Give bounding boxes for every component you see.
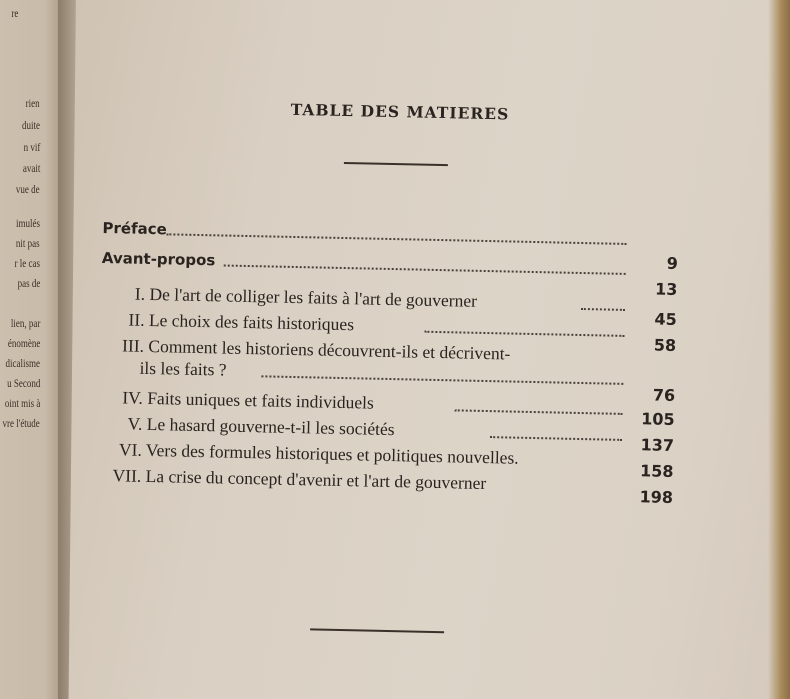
title-rule <box>344 162 448 166</box>
left-fragment: duite <box>22 118 40 132</box>
page-number: 58 <box>653 335 677 355</box>
page-number: 137 <box>640 435 675 455</box>
left-fragment: vre l'étude <box>2 416 40 430</box>
entry-label: Le choix des faits historiques <box>148 309 355 335</box>
toc-entry-chapter: III. Comment les historiens découvrent-ils et décrivent- <box>121 335 511 364</box>
page-number: 105 <box>641 409 675 429</box>
entry-label: Faits uniques et faits individuels <box>147 387 374 413</box>
toc-entry-chapter: VII. La crise du concept d'avenir et l'art de gouverner <box>112 465 487 494</box>
left-fragment: oint mis à <box>4 396 40 410</box>
page-title: TABLE DES MATIERES <box>290 99 510 124</box>
left-fragment: lien, par <box>10 316 40 330</box>
left-fragment: re <box>11 6 18 20</box>
toc-entry-chapter: II. Le choix des faits historiques <box>128 309 355 335</box>
left-fragment: énomène <box>7 336 40 350</box>
left-fragment: r le cas <box>14 256 40 270</box>
left-fragment: dicalisme <box>5 356 40 370</box>
page-number: 198 <box>639 487 674 507</box>
page-number: 76 <box>652 385 676 405</box>
left-fragment: pas de <box>17 276 40 290</box>
left-fragment: avait <box>22 161 40 175</box>
toc-entry-chapter: VI. Vers des formules historiques et politiques nouvelles. <box>118 439 519 468</box>
page-number: 13 <box>654 279 678 300</box>
entry-label: Vers des formules historiques et politiques nouvelles. <box>145 439 519 468</box>
page-number: 158 <box>639 461 674 481</box>
entry-label: Avant-propos <box>101 248 216 270</box>
left-fragment: vue de <box>16 182 40 196</box>
left-fragment: rien <box>26 96 40 110</box>
left-fragment: nit pas <box>16 236 40 250</box>
toc-entry-chapter: I. De l'art de colliger les faits à l'art de gouverner <box>134 283 478 311</box>
entry-label-continuation: ils les faits ? <box>139 357 227 380</box>
toc-entry-chapter: IV. Faits uniques et faits individuels <box>122 387 374 413</box>
entry-label: Préface <box>102 218 167 239</box>
end-rule <box>310 628 444 632</box>
toc-entry-avant-propos <box>102 246 692 281</box>
entry-label: De l'art de colliger les faits à l'art de gouverner <box>149 283 478 311</box>
entry-label: Le hasard gouverne-t-il les sociétés <box>146 413 395 440</box>
left-fragment: u Second <box>6 376 40 390</box>
entry-label: Comment les historiens découvrent-ils et décrivent- <box>148 335 511 364</box>
left-fragment: n vif <box>23 140 40 154</box>
left-fragment: imulés <box>16 216 40 230</box>
toc-entry-chapter: V. Le hasard gouverne-t-il les sociétés <box>127 413 395 440</box>
page-number: 45 <box>654 309 677 329</box>
entry-label: La crise du concept d'avenir et l'art de gouverner <box>145 465 487 494</box>
page-number: 9 <box>666 253 679 274</box>
